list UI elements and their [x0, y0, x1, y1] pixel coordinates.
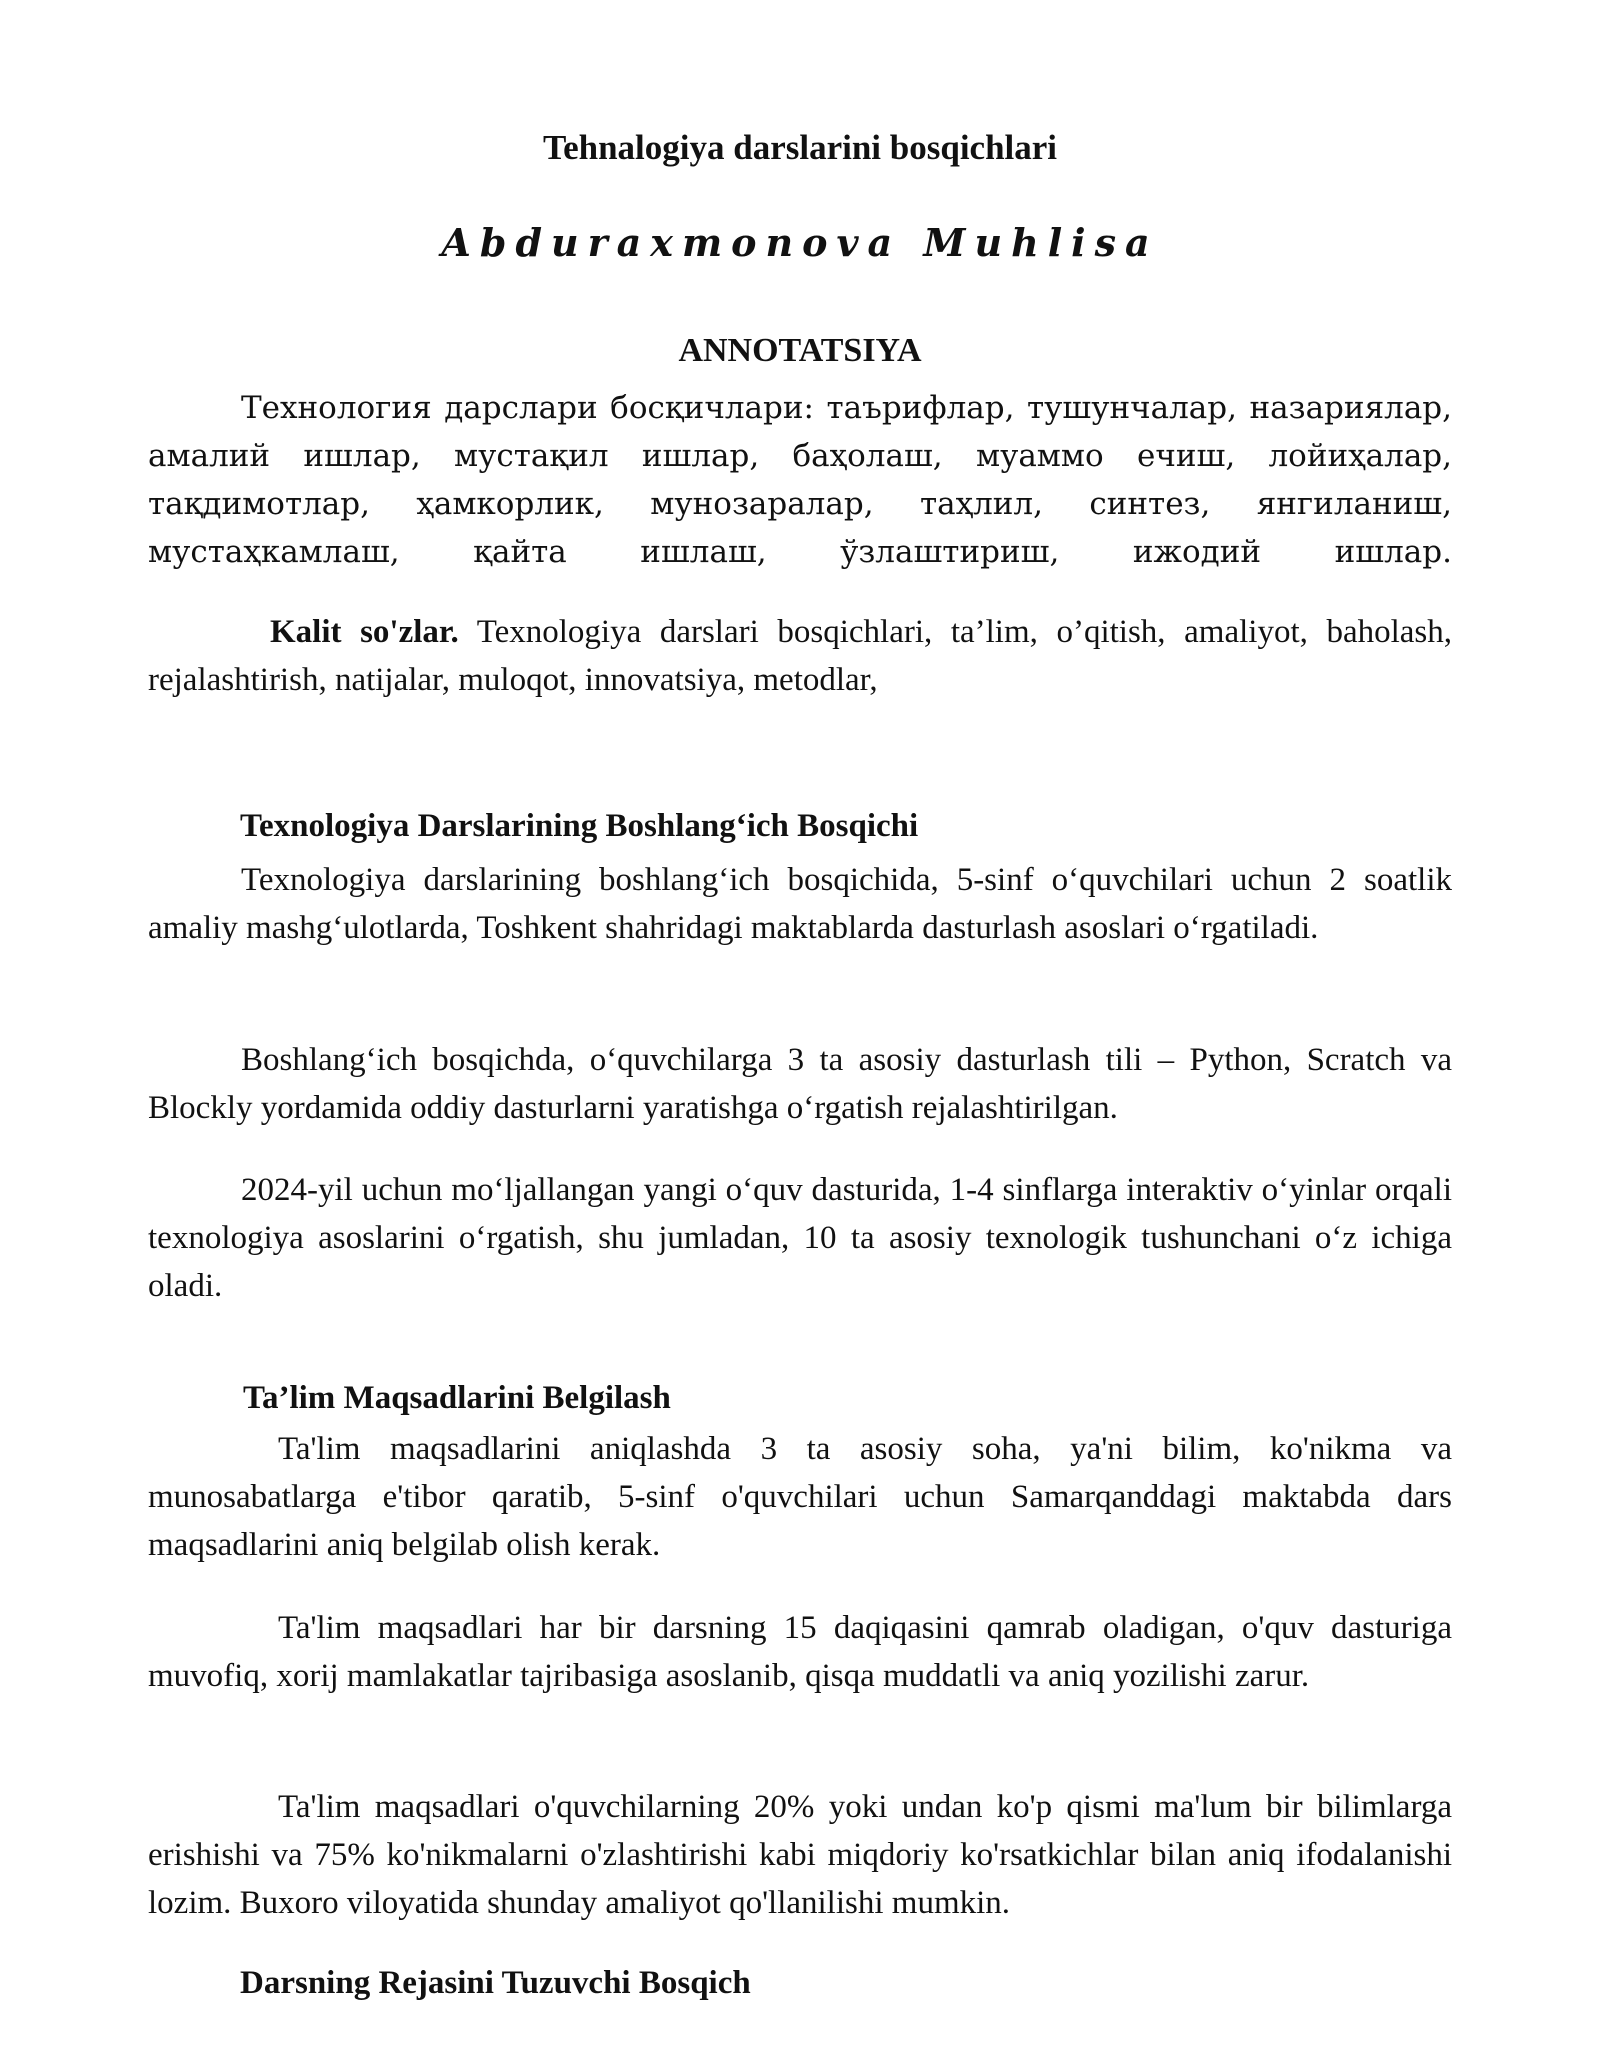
annotation-heading: ANNOTATSIYA — [678, 332, 922, 369]
section-paragraph: Ta'lim maqsadlari o'quvchilarning 20% yoki undan ko'p qismi ma'lum bir bilimlarga erishishi va 75% ko'nikmalarni o'zlashtirishi kabi miqdoriy ko'rsatkichlar bilan aniq ifodalanishi lozim. Buxoro viloyatida shunday amaliyot qo'llanilishi mumkin. — [148, 1789, 1452, 1921]
keywords-text: Texnologiya darslari bosqichlari, ta’lim, o’qitish, amaliyot, baholash, rejalashtirish, natijalar, muloqot, innovatsiya, metodlar, — [148, 614, 1452, 698]
section-paragraph: Ta'lim maqsadlari har bir darsning 15 daqiqasini qamrab oladigan, o'quv dasturiga muvofiq, xorij mamlakatlar tajribasiga asoslanib, qisqa muddatli va aniq yozilishi zarur. — [148, 1610, 1452, 1694]
section-heading: Darsning Rejasini Tuzuvchi Bosqich — [240, 1965, 751, 2001]
section-heading: Ta’lim Maqsadlarini Belgilash — [243, 1380, 671, 1416]
section-paragraph: Ta'lim maqsadlarini aniqlashda 3 ta asosiy soha, ya'ni bilim, ko'nikma va munosabatlarga e'tibor qaratib, 5-sinf o'quvchilari uchun Samarqanddagi maktabda dars maqsadlarini aniq belgilab olish kerak. — [148, 1431, 1452, 1563]
keywords-label: Kalit so'zlar. — [270, 614, 459, 650]
author-name: Abduraxmonova Muhlisa — [441, 220, 1159, 265]
section-paragraph: 2024-yil uchun mo‘ljallangan yangi o‘quv dasturida, 1-4 sinflarga interaktiv o‘yinlar orqali texnologiya asoslarini o‘rgatish, shu jumladan, 10 ta asosiy texnologik tushunchani o‘z ichiga oladi. — [148, 1172, 1452, 1304]
section-paragraph: Texnologiya darslarining boshlang‘ich bosqichida, 5-sinf o‘quvchilari uchun 2 soatlik amaliy mashg‘ulotlarda, Toshkent shahridagi maktablarda dasturlash asoslari o‘rgatiladi. — [148, 862, 1452, 946]
keywords-paragraph — [148, 608, 1452, 704]
document-title: Tehnalogiya darslarini bosqichlari — [542, 128, 1058, 167]
section-paragraph: Boshlang‘ich bosqichda, o‘quvchilarga 3 ta asosiy dasturlash tili – Python, Scratch va Blockly yordamida oddiy dasturlarni yaratishga o‘rgatish rejalashtirilgan. — [148, 1042, 1452, 1126]
annotation-paragraph: Технология дарслари босқичлари: таърифлар, тушунчалар, назариялар, амалий ишлар, мустақил ишлар, баҳолаш, муаммо ечиш, лойиҳалар, тақдимотлар, ҳамкорлик, мунозаралар, таҳлил, синтез, янгиланиш, мустаҳкамлаш, қайта ишлаш, ўзлаштириш, ижодий ишлар. — [148, 390, 1452, 570]
section-heading: Texnologiya Darslarining Boshlang‘ich Bosqichi — [240, 808, 919, 844]
